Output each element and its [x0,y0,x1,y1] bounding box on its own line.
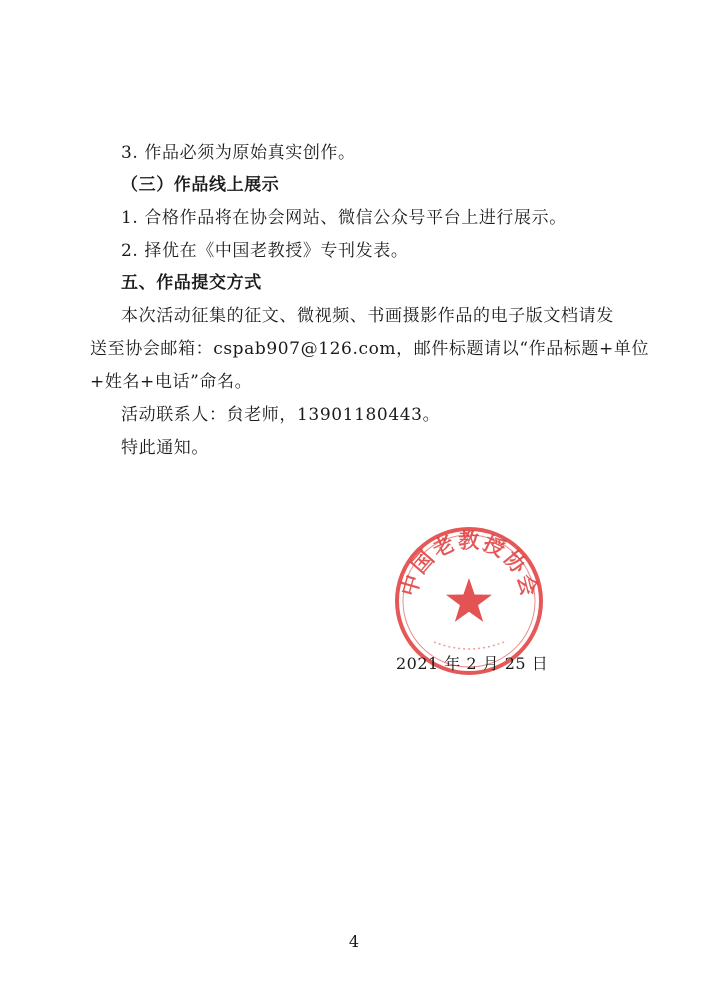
subsection-heading-online-display: （三）作品线上展示 [121,175,280,195]
submission-paragraph-line-3: +姓名+电话”命名。 [90,372,253,392]
contact-line: 活动联系人：贠老师，13901180443。 [121,405,441,425]
seal-text: 中国老教授协会 [396,528,542,601]
submission-paragraph-line-1: 本次活动征集的征文、微视频、书画摄影作品的电子版文档请发 [121,306,614,326]
submission-paragraph-line-2: 送至协会邮箱：cspab907@126.com，邮件标题请以“作品标题+单位 [90,339,650,359]
document-date: 2021 年 2 月 25 日 [396,654,549,673]
closing-notice: 特此通知。 [121,438,209,458]
requirement-item-3: 3. 作品必须为原始真实创作。 [121,143,356,163]
section-heading-submission: 五、作品提交方式 [121,273,262,293]
display-item-2: 2. 择优在《中国老教授》专刊发表。 [121,241,409,261]
page-number: 4 [348,932,360,951]
display-item-1: 1. 合格作品将在协会网站、微信公众号平台上进行展示。 [121,208,567,228]
seal-star-icon [446,578,492,622]
